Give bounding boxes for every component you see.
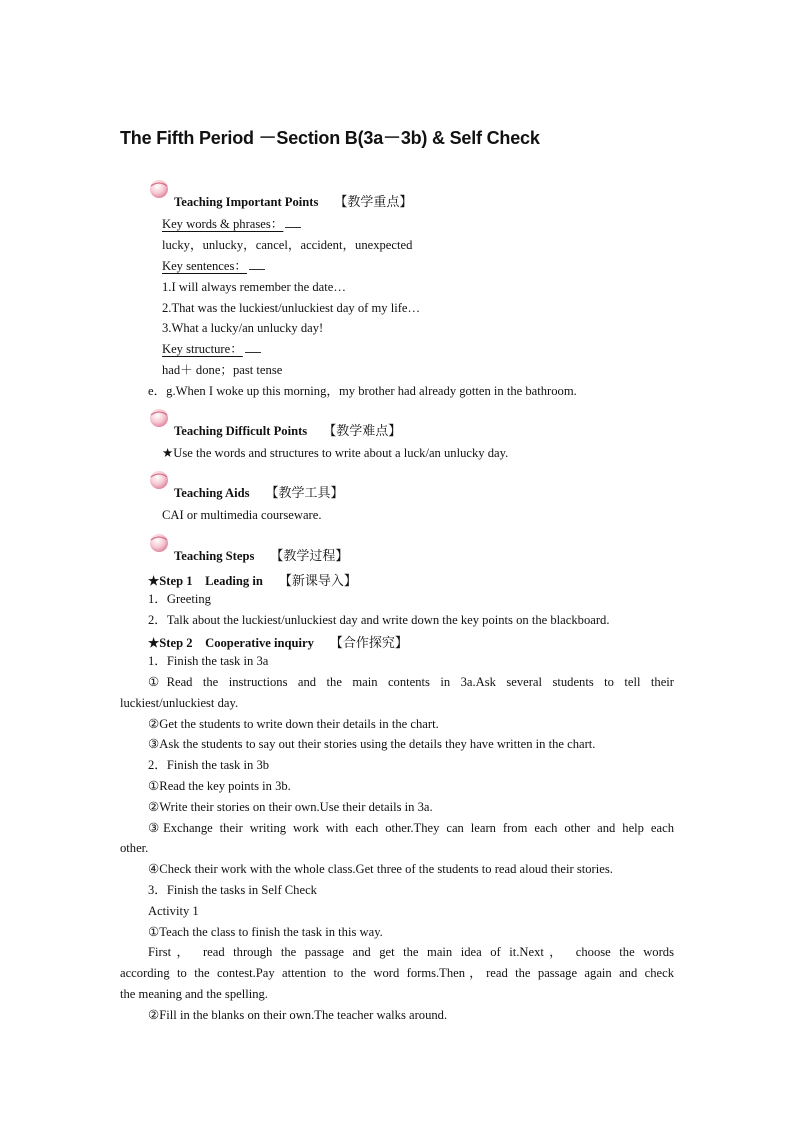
pink-ball-icon — [148, 532, 170, 554]
key-sentences-label-line — [162, 258, 265, 274]
step2-title-cn: 【合作探究】 — [329, 636, 408, 651]
steps-title: Teaching Steps — [174, 549, 255, 563]
aids-title: Teaching Aids — [174, 486, 250, 500]
underline-extension — [249, 259, 265, 270]
underline-extension — [285, 217, 301, 228]
task-3a-item-2: ②Get the students to write down their details in the chart. — [148, 717, 439, 731]
task-3b-item-1: ①Read the key points in 3b. — [148, 779, 291, 793]
steps-heading — [174, 545, 348, 564]
step1-title: ★Step 1 Leading in — [148, 574, 263, 588]
task-3b-item-3: ③Exchange their writing work with each other.They can learn from each other and help each — [148, 821, 674, 835]
aids-heading — [174, 482, 344, 501]
task-3a-heading: 1．Finish the task in 3a — [148, 654, 269, 668]
difficult-points-title-cn: 【教学难点】 — [323, 424, 402, 439]
activity-1-item-2: ②Fill in the blanks on their own.The teacher walks around. — [148, 1008, 448, 1022]
activity-1-paragraph-line-3: the meaning and the spelling. — [120, 987, 268, 1001]
pink-ball-icon — [148, 407, 170, 429]
important-points-heading — [174, 191, 412, 210]
activity-1-label: Activity 1 — [148, 904, 199, 918]
task-3a-item-3: ③Ask the students to say out their stories using the details they have written in the chart. — [148, 737, 596, 751]
steps-title-cn: 【教学过程】 — [270, 549, 349, 564]
page-title: The Fifth Period －Section B(3a－3b) & Self Check — [120, 128, 540, 148]
key-sentence-3: 3.What a lucky/an unlucky day! — [162, 321, 324, 335]
task-3b-item-2: ②Write their stories on their own.Use their details in 3a. — [148, 800, 433, 814]
self-check-heading: 3．Finish the tasks in Self Check — [148, 883, 317, 897]
key-structure-label-line — [162, 341, 261, 357]
key-sentence-2: 2.That was the luckiest/unluckiest day of my life… — [162, 301, 421, 315]
aids-title-cn: 【教学工具】 — [265, 486, 344, 501]
step2-title: ★Step 2 Cooperative inquiry — [148, 636, 314, 650]
step1-item-1: 1．Greeting — [148, 592, 211, 606]
difficult-point-item: ★Use the words and structures to write about a luck/an unlucky day. — [162, 446, 509, 460]
key-sentences-label: Key sentences： — [162, 259, 247, 273]
key-structure-label: Key structure： — [162, 342, 243, 356]
example-sentence: e．g.When I woke up this morning，my brother had already gotten in the bathroom. — [148, 384, 577, 398]
important-points-title: Teaching Important Points — [174, 195, 319, 209]
task-3b-heading: 2．Finish the task in 3b — [148, 758, 270, 772]
key-sentence-1: 1.I will always remember the date… — [162, 280, 346, 294]
difficult-points-heading — [174, 420, 401, 439]
task-3a-item-1: ①Read the instructions and the main contents in 3a.Ask several students to tell their — [148, 675, 674, 689]
difficult-points-title: Teaching Difficult Points — [174, 424, 308, 438]
key-words-label: Key words & phrases： — [162, 217, 284, 231]
activity-1-paragraph-line-1: First， read through the passage and get the main idea of it.Next， choose the words — [148, 945, 674, 959]
task-3b-item-3-cont: other. — [120, 841, 149, 855]
task-3b-item-4: ④Check their work with the whole class.Get three of the students to read aloud their stories. — [148, 862, 613, 876]
step1-item-2: 2．Talk about the luckiest/unluckiest day and write down the key points on the blackboard. — [148, 613, 610, 627]
aids-item: CAI or multimedia courseware. — [162, 508, 322, 522]
underline-extension — [245, 342, 261, 353]
step2-heading — [148, 632, 408, 651]
key-words: lucky，unlucky，cancel，accident，unexpected — [162, 238, 413, 252]
step1-heading — [148, 570, 357, 589]
pink-ball-icon — [148, 469, 170, 491]
step1-title-cn: 【新课导入】 — [278, 574, 357, 589]
key-words-label-line — [162, 216, 301, 232]
key-structure: had＋ done；past tense — [162, 363, 283, 377]
activity-1-paragraph-line-2: according to the contest.Pay attention to the word forms.Then，read the passage again and check — [120, 966, 674, 980]
task-3a-item-1-cont: luckiest/unluckiest day. — [120, 696, 239, 710]
important-points-title-cn: 【教学重点】 — [334, 195, 413, 210]
activity-1-item-1: ①Teach the class to finish the task in this way. — [148, 925, 383, 939]
pink-ball-icon — [148, 178, 170, 200]
